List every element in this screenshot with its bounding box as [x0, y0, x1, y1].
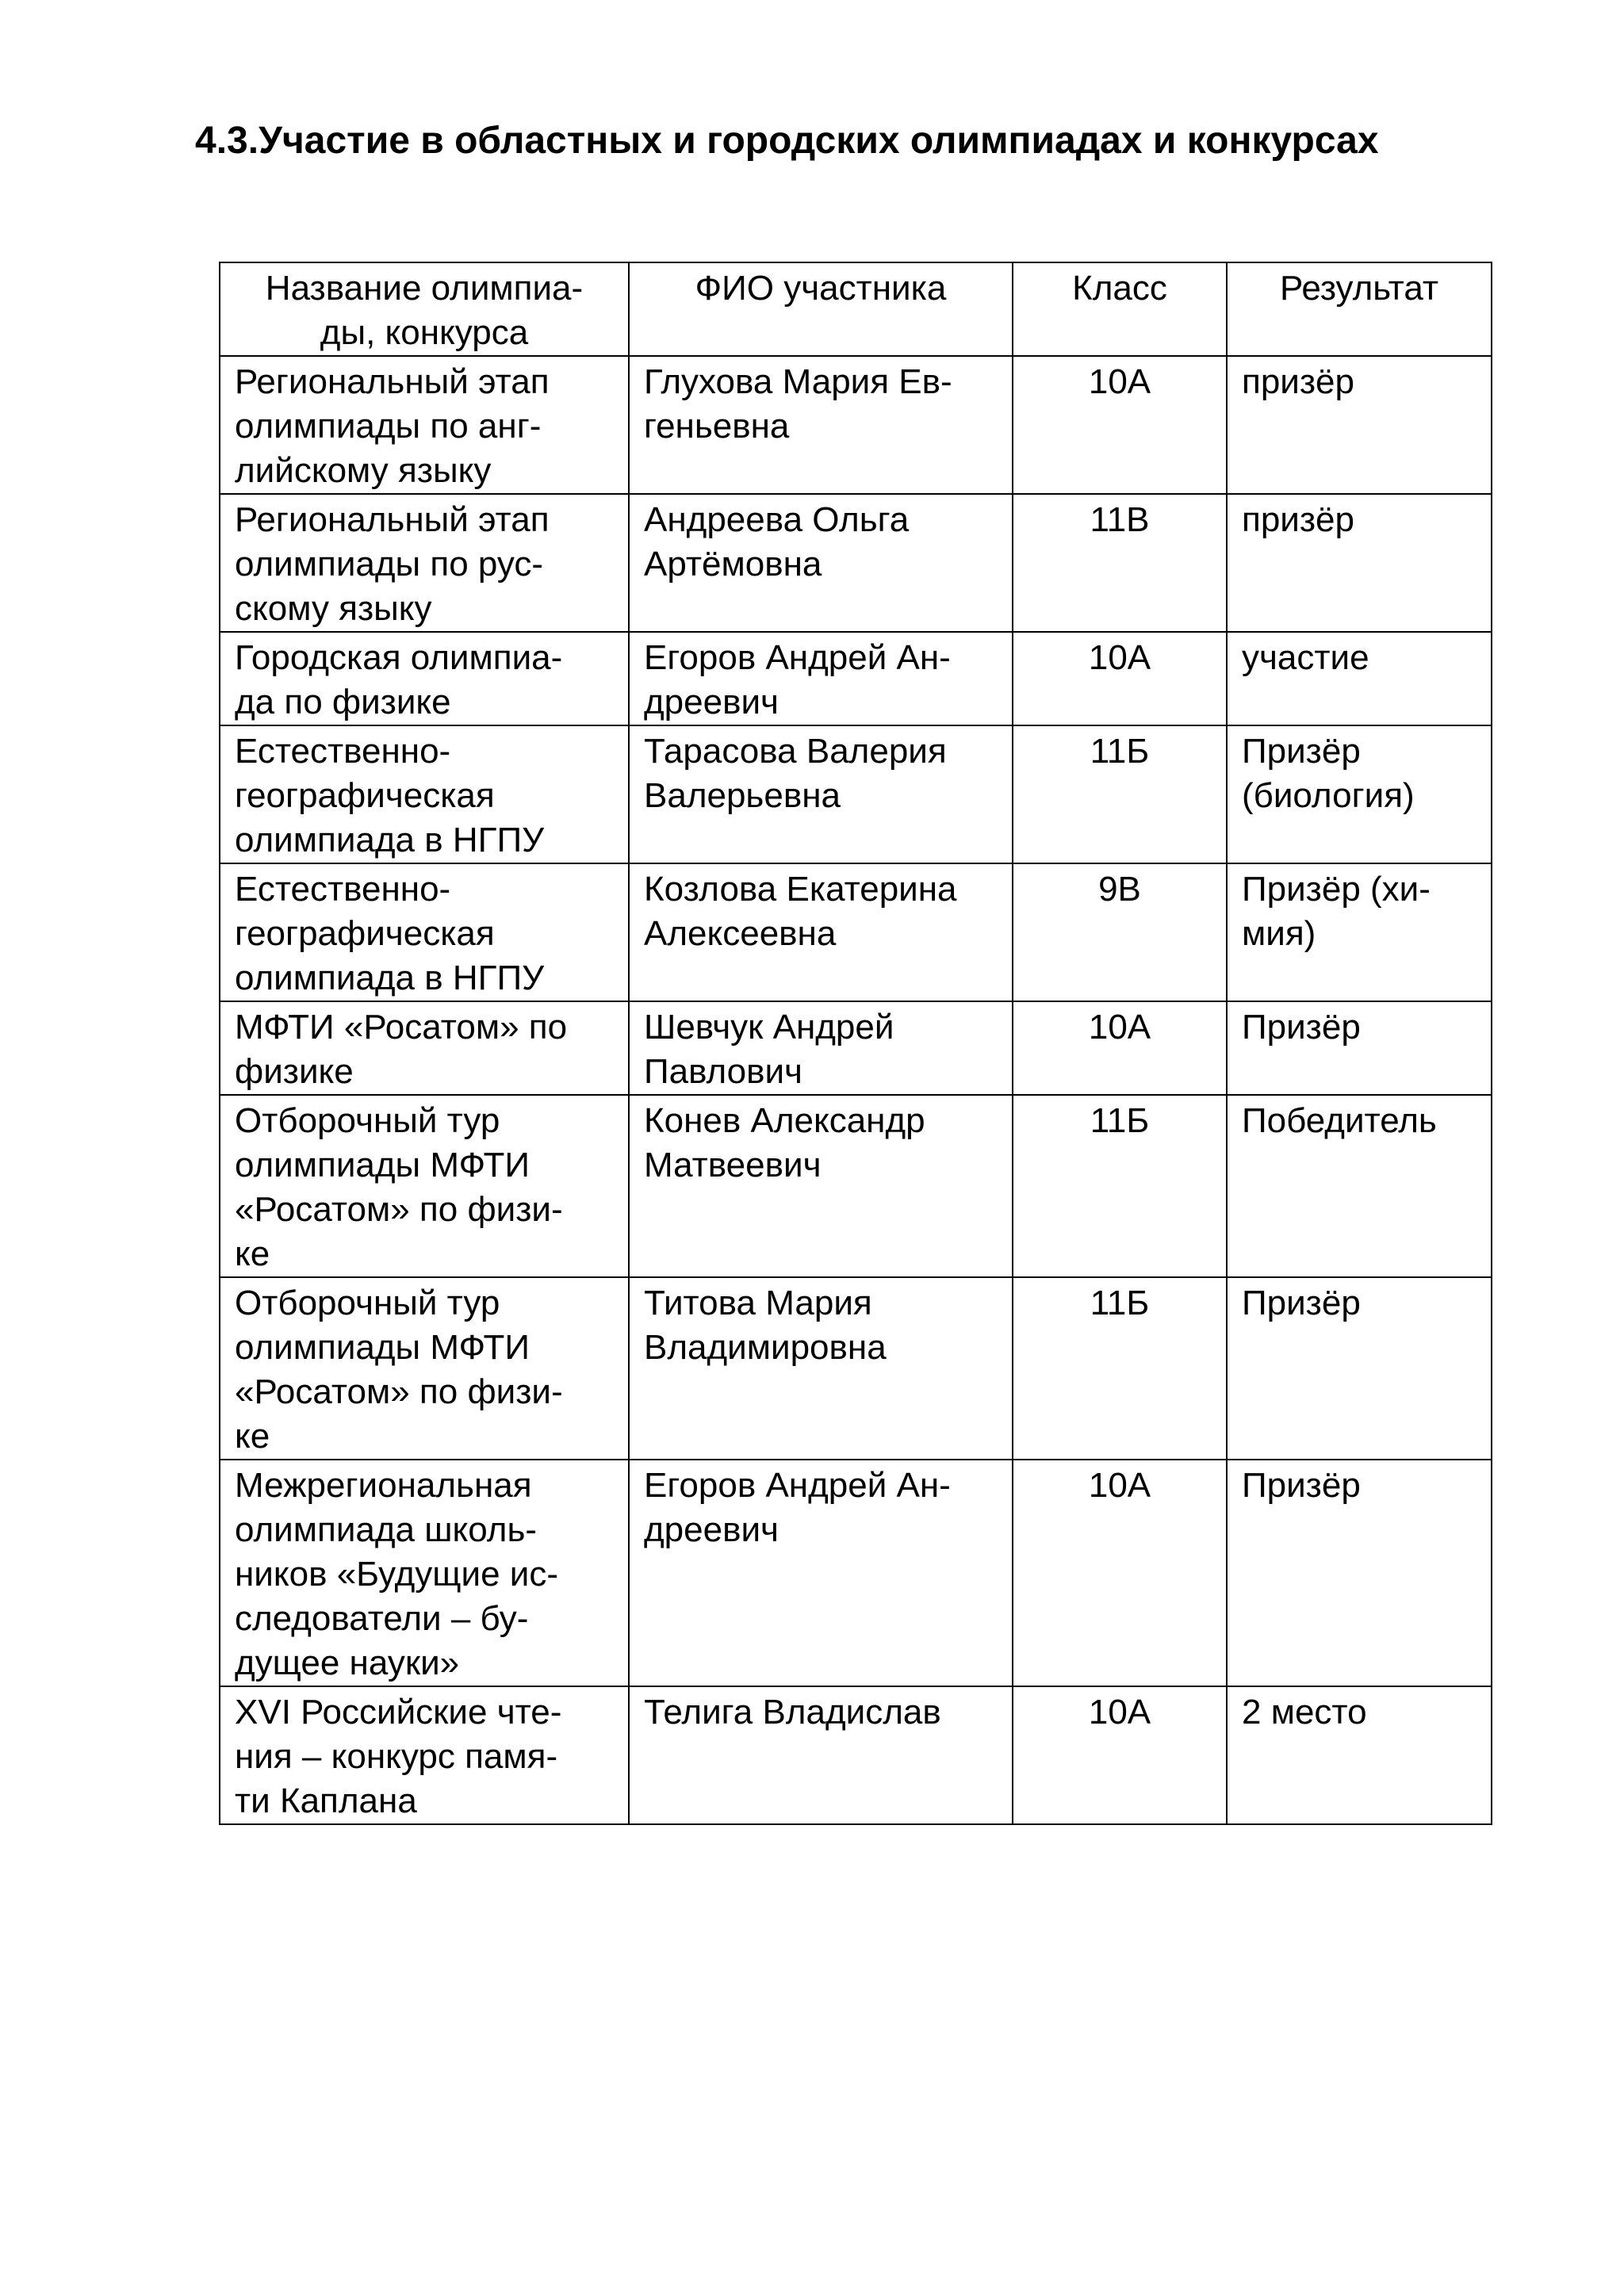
cell-class: 11В — [1013, 494, 1227, 632]
olympiad-results-table — [219, 262, 1492, 1825]
section-heading: 4.3.Участие в областных и городских олимпиадах и конкурсах — [195, 120, 1379, 162]
cell-result: участие — [1227, 632, 1492, 725]
cell-class: 11Б — [1013, 1095, 1227, 1277]
cell-class: 9В — [1013, 863, 1227, 1001]
cell-participant-name: Глухова Мария Ев- геньевна — [629, 356, 1013, 494]
cell-participant-name: Телига Владислав — [629, 1686, 1013, 1824]
cell-result: призёр — [1227, 356, 1492, 494]
cell-competition-name: Региональный этап олимпиады по анг- лийскому языку — [220, 356, 629, 494]
cell-participant-name: Андреева Ольга Артёмовна — [629, 494, 1013, 632]
cell-participant-name: Шевчук Андрей Павлович — [629, 1001, 1013, 1095]
cell-result: Призёр — [1227, 1460, 1492, 1686]
header-class: Класс — [1013, 262, 1227, 356]
cell-class: 10А — [1013, 1686, 1227, 1824]
cell-result: Призёр (биология) — [1227, 725, 1492, 863]
table-row — [220, 1001, 1492, 1095]
table-row — [220, 1686, 1492, 1824]
table-row — [220, 1460, 1492, 1686]
table-row — [220, 632, 1492, 725]
cell-competition-name: Межрегиональная олимпиада школь- ников «Будущие ис- следователи – бу- дущее науки» — [220, 1460, 629, 1686]
cell-class: 10А — [1013, 1001, 1227, 1095]
table-row — [220, 356, 1492, 494]
cell-competition-name: Городская олимпиа- да по физике — [220, 632, 629, 725]
cell-participant-name: Тарасова Валерия Валерьевна — [629, 725, 1013, 863]
cell-result: 2 место — [1227, 1686, 1492, 1824]
cell-competition-name: Региональный этап олимпиады по рус- скому языку — [220, 494, 629, 632]
header-participant-name: ФИО участника — [629, 262, 1013, 356]
cell-competition-name: Естественно- географическая олимпиада в НГПУ — [220, 725, 629, 863]
cell-competition-name: XVI Российские чте- ния – конкурс памя- ти Каплана — [220, 1686, 629, 1824]
cell-result: Призёр (хи- мия) — [1227, 863, 1492, 1001]
cell-participant-name: Титова Мария Владимировна — [629, 1277, 1013, 1460]
cell-class: 10А — [1013, 356, 1227, 494]
cell-class: 11Б — [1013, 725, 1227, 863]
cell-result: Призёр — [1227, 1277, 1492, 1460]
table-row — [220, 1277, 1492, 1460]
cell-class: 11Б — [1013, 1277, 1227, 1460]
cell-competition-name: Естественно- географическая олимпиада в НГПУ — [220, 863, 629, 1001]
table-row — [220, 494, 1492, 632]
cell-participant-name: Егоров Андрей Ан- дреевич — [629, 632, 1013, 725]
cell-class: 10А — [1013, 632, 1227, 725]
header-competition-name: Название олимпиа- ды, конкурса — [220, 262, 629, 356]
cell-participant-name: Егоров Андрей Ан- дреевич — [629, 1460, 1013, 1686]
cell-class: 10А — [1013, 1460, 1227, 1686]
table-header-row — [220, 262, 1492, 356]
cell-competition-name: Отборочный тур олимпиады МФТИ «Росатом» по физи- ке — [220, 1277, 629, 1460]
cell-participant-name: Конев Александр Матвеевич — [629, 1095, 1013, 1277]
cell-result: призёр — [1227, 494, 1492, 632]
table-row — [220, 1095, 1492, 1277]
table-row — [220, 863, 1492, 1001]
cell-result: Победитель — [1227, 1095, 1492, 1277]
cell-competition-name: Отборочный тур олимпиады МФТИ «Росатом» по физи- ке — [220, 1095, 629, 1277]
cell-result: Призёр — [1227, 1001, 1492, 1095]
cell-participant-name: Козлова Екатерина Алексеевна — [629, 863, 1013, 1001]
cell-competition-name: МФТИ «Росатом» по физике — [220, 1001, 629, 1095]
table-row — [220, 725, 1492, 863]
header-result: Результат — [1227, 262, 1492, 356]
